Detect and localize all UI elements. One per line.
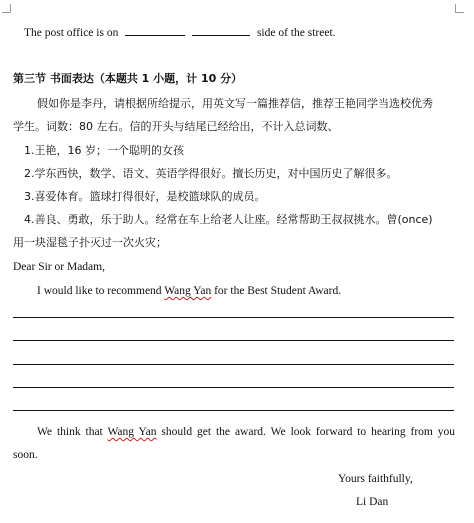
letter-opening-name: Wang Yan — [164, 285, 212, 297]
letter-opening-post: for the Best Student Award. — [211, 285, 342, 297]
letter-closing-pre: We think that — [37, 426, 108, 438]
fill-blank-sentence — [24, 24, 336, 41]
letter-opening-pre: I would like to recommend — [37, 285, 165, 297]
prompt-point-3: 3.喜爱体育。篮球打得很好，是校篮球队的成员。 — [24, 190, 266, 203]
writing-line-4[interactable] — [13, 387, 454, 388]
writing-line-1[interactable] — [13, 317, 454, 318]
writing-line-3[interactable] — [13, 364, 454, 365]
answer-blank-1[interactable] — [125, 24, 185, 36]
prompt-line-2: 学生。词数：80 左右。信的开头与结尾已经给出，不计入总词数、 — [13, 120, 339, 133]
letter-opening — [37, 283, 341, 299]
letter-closing-line-2: soon. — [13, 449, 38, 461]
page-corner-mark-left — [2, 4, 11, 13]
letter-salutation: Dear Sir or Madam, — [13, 261, 105, 273]
section-heading: 第三节 书面表达（本题共 1 小题，计 10 分） — [13, 72, 243, 85]
prompt-point-4: 4.善良、勇敢，乐于助人。经常在车上给老人让座。经常帮助王叔叔挑水。曾(once) — [24, 213, 433, 226]
letter-closing-name: Wang Yan — [107, 426, 157, 438]
fill-blank-before: The post office is on — [24, 27, 119, 39]
letter-signoff: Yours faithfully, — [338, 473, 413, 485]
answer-blank-2[interactable] — [192, 24, 250, 36]
letter-closing-post: should get the award. We look forward to hearing from you — [156, 426, 456, 438]
prompt-point-1: 1.王艳，16 岁；一个聪明的女孩 — [24, 144, 184, 157]
prompt-line-1: 假如你是李丹，请根据所给提示，用英文写一篇推荐信，推荐王艳同学当选校优秀 — [37, 97, 433, 110]
prompt-point-4-continued: 用一块湿毯子扑灭过一次火灾； — [13, 236, 167, 249]
page-corner-mark-right — [455, 4, 464, 13]
writing-line-5[interactable] — [13, 410, 454, 411]
fill-blank-after: side of the street. — [256, 27, 336, 39]
letter-signature: Li Dan — [356, 496, 389, 508]
prompt-point-2: 2.学东西快，数学、语文、英语学得很好。擅长历史，对中国历史了解很多。 — [24, 167, 398, 180]
letter-closing-line-1 — [37, 424, 455, 440]
writing-line-2[interactable] — [13, 340, 454, 341]
